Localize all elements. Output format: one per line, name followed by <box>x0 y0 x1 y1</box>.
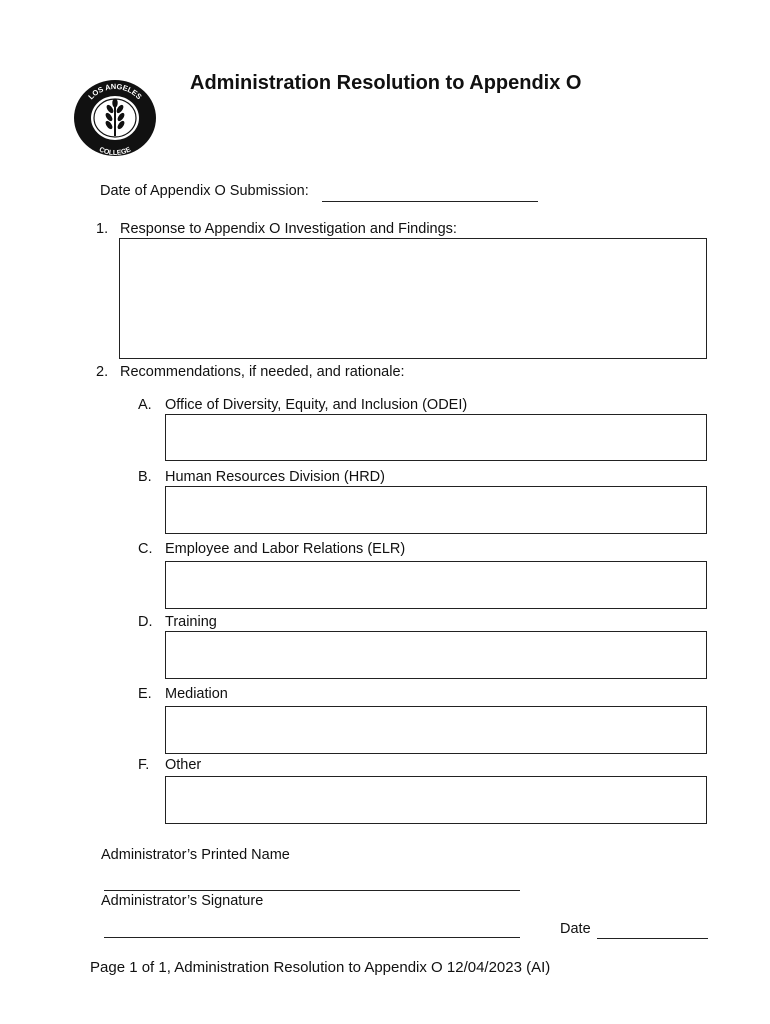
item-d-label: Training <box>165 614 217 630</box>
section-2-number: 2. <box>96 364 109 380</box>
district-seal-logo <box>70 76 160 160</box>
odei-recommendation-field[interactable] <box>165 414 707 461</box>
printed-name-field[interactable] <box>104 872 520 891</box>
submission-date-field[interactable] <box>322 184 538 202</box>
signature-field[interactable] <box>104 919 520 938</box>
item-b-label: Human Resources Division (HRD) <box>165 469 385 485</box>
page-footer: Page 1 of 1, Administration Resolution to Appendix O 12/04/2023 (AI) <box>90 959 551 976</box>
mediation-recommendation-field[interactable] <box>165 706 707 754</box>
item-a-label: Office of Diversity, Equity, and Inclusion (ODEI) <box>165 397 468 413</box>
signature-date-field[interactable] <box>597 920 708 939</box>
page-title: Administration Resolution to Appendix O <box>190 72 582 94</box>
item-c-letter: C. <box>138 541 153 557</box>
item-f-label: Other <box>165 757 202 773</box>
item-e-letter: E. <box>138 686 152 702</box>
other-recommendation-field[interactable] <box>165 776 707 824</box>
signature-label: Administrator’s Signature <box>101 893 264 909</box>
findings-response-field[interactable] <box>119 238 707 359</box>
item-c-label: Employee and Labor Relations (ELR) <box>165 541 406 557</box>
item-d-letter: D. <box>138 614 153 630</box>
printed-name-label: Administrator’s Printed Name <box>101 847 290 863</box>
item-b-letter: B. <box>138 469 152 485</box>
item-f-letter: F. <box>138 757 150 773</box>
seal-text-bottom: COLLEGE <box>97 146 133 157</box>
item-e-label: Mediation <box>165 686 228 702</box>
item-a-letter: A. <box>138 397 152 413</box>
elr-recommendation-field[interactable] <box>165 561 707 609</box>
hrd-recommendation-field[interactable] <box>165 486 707 534</box>
section-2-label: Recommendations, if needed, and rationale: <box>120 364 405 380</box>
section-1-number: 1. <box>96 221 109 237</box>
seal-text-top: LOS ANGELES <box>86 81 144 102</box>
date-label: Date <box>560 921 591 937</box>
submission-date-label: Date of Appendix O Submission: <box>100 183 309 199</box>
section-1-label: Response to Appendix O Investigation and Findings: <box>120 221 457 237</box>
training-recommendation-field[interactable] <box>165 631 707 679</box>
